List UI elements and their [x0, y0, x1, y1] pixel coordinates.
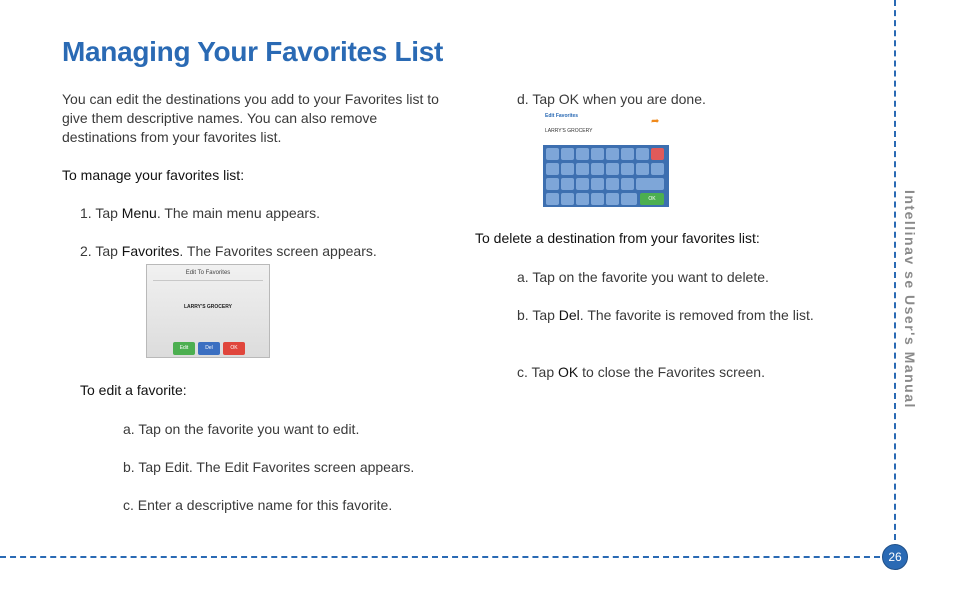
keyboard-key[interactable] — [561, 148, 574, 160]
keyboard-key[interactable] — [636, 148, 649, 160]
keyboard-key[interactable] — [576, 193, 589, 205]
delete-heading: To delete a destination from your favorites list: — [475, 230, 760, 246]
keyboard-key[interactable] — [651, 163, 664, 175]
page-title: Managing Your Favorites List — [62, 36, 444, 67]
delete-step-b-suffix: . The favorite is removed from the list. — [579, 307, 814, 323]
keyboard-key[interactable] — [621, 193, 637, 205]
edit-step-a: a. Tap on the favorite you want to edit. — [123, 421, 360, 437]
keyboard-key[interactable] — [576, 178, 589, 190]
keyboard-key[interactable] — [621, 178, 634, 190]
edit-heading: To edit a favorite: — [80, 382, 187, 398]
edit-button[interactable]: Edit — [173, 342, 195, 355]
keyboard-key[interactable] — [546, 163, 559, 175]
keyboard-key[interactable] — [576, 163, 589, 175]
page-number: 26 — [882, 544, 908, 570]
edit-step-b: b. Tap Edit. The Edit Favorites screen appears. — [123, 459, 415, 475]
keyboard-key[interactable] — [621, 163, 634, 175]
step-1-keyword: Menu — [121, 205, 157, 221]
on-screen-keyboard — [543, 145, 669, 207]
keyboard-key[interactable] — [591, 163, 604, 175]
step-1-prefix: 1. Tap — [80, 205, 122, 221]
keyboard-key[interactable] — [546, 148, 559, 160]
keyboard-key[interactable] — [621, 148, 634, 160]
manage-heading: To manage your favorites list: — [62, 167, 245, 183]
keyboard-key[interactable] — [561, 178, 574, 190]
delete-step-c-prefix: c. Tap — [517, 364, 558, 380]
delete-step-a: a. Tap on the favorite you want to delete. — [517, 269, 769, 285]
vertical-dashed-border — [894, 0, 896, 540]
step-2-keyword: Favorites — [121, 243, 180, 259]
keyboard-key[interactable] — [636, 178, 664, 190]
delete-step-b — [517, 306, 817, 325]
edit-favorites-title: Edit Favorites — [545, 113, 579, 119]
step-1 — [80, 204, 320, 223]
keyboard-key[interactable] — [591, 148, 604, 160]
step-2-suffix: . The Favorites screen appears. — [179, 243, 377, 259]
keyboard-key[interactable] — [606, 178, 619, 190]
favorites-screen-title: Edit To Favorites — [185, 270, 231, 276]
keyboard-key[interactable] — [546, 193, 559, 205]
edit-step-c: c. Enter a descriptive name for this favorite. — [123, 497, 393, 513]
horizontal-dashed-border — [0, 556, 880, 558]
keyboard-key[interactable] — [636, 163, 649, 175]
step-2 — [80, 242, 377, 261]
ok-button[interactable]: OK — [223, 342, 245, 355]
keyboard-key[interactable] — [606, 163, 619, 175]
favorite-name-field[interactable]: LARRY'S GROCERY — [545, 128, 593, 134]
favorite-list-item[interactable]: LARRY'S GROCERY — [183, 304, 233, 310]
keyboard-key[interactable] — [546, 178, 559, 190]
keyboard-key[interactable] — [561, 193, 574, 205]
delete-step-b-keyword: Del — [558, 307, 580, 323]
delete-step-c-suffix: to close the Favorites screen. — [578, 364, 765, 380]
edit-step-d: d. Tap OK when you are done. — [517, 91, 706, 107]
keyboard-key[interactable] — [576, 148, 589, 160]
keyboard-key[interactable] — [606, 193, 619, 205]
intro-paragraph: You can edit the destinations you add to your Favorites list to give them descriptive names. You can also remove destinations from your favorites list. — [62, 91, 439, 145]
delete-step-c — [517, 363, 765, 382]
edit-favorites-screenshot — [543, 112, 669, 208]
delete-step-b-prefix: b. Tap — [517, 307, 559, 323]
keyboard-key[interactable] — [591, 178, 604, 190]
back-arrow-icon[interactable]: ➦ — [651, 116, 660, 127]
keyboard-key[interactable] — [561, 163, 574, 175]
favorites-screen-screenshot — [146, 264, 270, 358]
step-1-suffix: . The main menu appears. — [156, 205, 320, 221]
divider — [153, 280, 263, 281]
keyboard-key[interactable] — [591, 193, 604, 205]
del-button[interactable]: Del — [198, 342, 220, 355]
delete-step-c-keyword: OK — [558, 364, 579, 380]
step-2-prefix: 2. Tap — [80, 243, 122, 259]
ok-key[interactable]: OK — [640, 193, 664, 205]
manual-title-sidebar: Intellinav se User's Manual — [902, 190, 918, 409]
keyboard-key[interactable] — [606, 148, 619, 160]
backspace-key[interactable] — [651, 148, 664, 160]
